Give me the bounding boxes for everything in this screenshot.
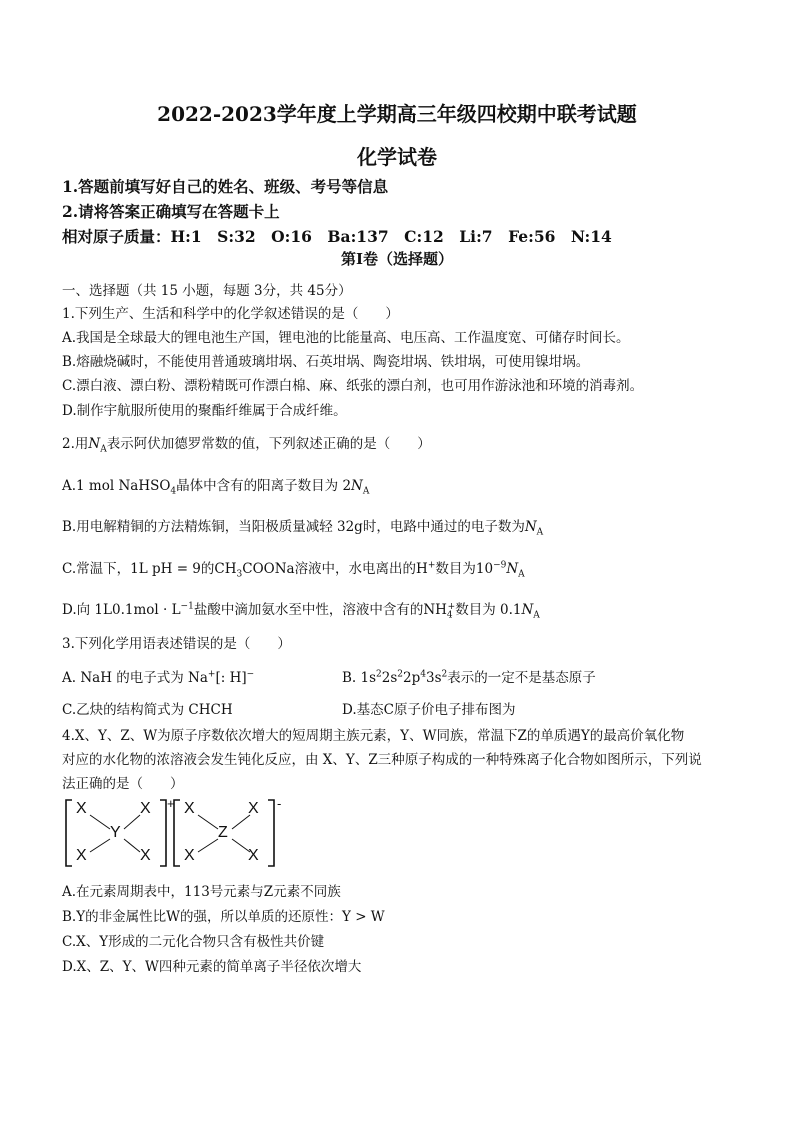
bond (124, 839, 140, 852)
bond (198, 815, 218, 829)
atom-x: X (140, 800, 151, 817)
q1-option-b: B.熔融烧碱时，不能使用普通玻璃坩埚、石英坩埚、陶瓷坩埚、铁坩埚，可使用镍坩埚。 (62, 354, 590, 370)
section-intro: 一、选择题（共 15 小题，每题 3分，共 45分） (62, 283, 352, 299)
bond (90, 815, 110, 829)
bond (124, 815, 140, 829)
q1-option-d: D.制作宇航服所使用的聚酯纤维属于合成纤维。 (62, 403, 347, 419)
q1-stem: 1.下列生产、生活和科学中的化学叙述错误的是（ ） (62, 306, 399, 322)
cation-left-bracket (66, 800, 72, 866)
q2-option-d: D.向 $1L0.1mol \cdot L^{-1}$盐酸中滴加氨水至中性，溶液中含有的$NH_4^+$数目为 $0.1N_A$ (62, 601, 540, 621)
atom-x: X (184, 847, 195, 864)
instruction-2: 2.请将答案正确填写在答题卡上 (62, 202, 280, 221)
q2-stem: 2.用$N_A$表示阿伏加德罗常数的值，下列叙述正确的是（ ） (62, 436, 431, 455)
bond (90, 839, 110, 852)
atom-y: Y (110, 824, 121, 841)
q4-option-c: C.X、Y形成的二元化合物只含有极性共价键 (62, 934, 325, 950)
atom-z: Z (218, 824, 228, 841)
atomic-masses: 相对原子质量：H:1 S:32 O:16 Ba:137 C:12 Li:7 Fe:56 N:14 (62, 227, 612, 246)
q2-option-b: B.用电解精铜的方法精炼铜，当阳极质量减轻 32g时，电路中通过的电子数为$N_A$ (62, 519, 544, 538)
atom-x: X (248, 847, 259, 864)
anion-left-bracket (174, 800, 180, 866)
atom-x: X (248, 800, 259, 817)
cation-charge: + (167, 796, 175, 811)
structure-diagram (62, 796, 302, 870)
section-title: 第I卷（选择题） (340, 250, 454, 268)
q1-option-a: A.我国是全球最大的锂电池生产国，锂电池的比能量高、电压高、工作温度宽、可储存时间长。 (62, 330, 630, 346)
instruction-1: 1.答题前填写好自己的姓名、班级、考号等信息 (62, 177, 389, 196)
ionic-compound-structure (62, 796, 302, 870)
atom-x: X (140, 847, 151, 864)
paper-subtitle: 化学试卷 (357, 145, 437, 169)
q3-option-b: B. $1s^22s^22p^43s^2$表示的一定不是基态原子 (342, 669, 596, 686)
atom-x: X (76, 847, 87, 864)
anion-charge: - (277, 796, 282, 811)
q4-stem-line3: 法正确的是（ ） (62, 776, 184, 792)
exam-title: 2022-2023学年度上学期高三年级四校期中联考试题 (157, 102, 637, 126)
atom-x: X (184, 800, 195, 817)
q2-option-a: A.1 mol NaHSO$_4$晶体中含有的阳离子数目为 $2N_A$ (62, 478, 370, 497)
q1-option-c: C.漂白液、漂白粉、漂粉精既可作漂白棉、麻、纸张的漂白剂，也可用作游泳池和环境的消毒剂。 (62, 378, 644, 394)
q3-option-c: C.乙炔的结构简式为 CHCH (62, 702, 233, 718)
cation-right-bracket (160, 800, 166, 866)
q4-stem-line2: 对应的水化物的浓溶液会发生钝化反应，由 X、Y、Z三种原子构成的一种特殊离子化合物如图所示，下列说 (62, 752, 702, 768)
q4-option-a: A.在元素周期表中，113号元素与Z元素不同族 (62, 884, 341, 900)
bond (198, 839, 218, 852)
q4-option-b: B.Y的非金属性比W的强，所以单质的还原性：Y > W (62, 909, 385, 925)
q2-option-c: C.常温下，1L pH = 9的$CH_3COONa$溶液中，水电离出的H+数目为$10^{-9}N_A$ (62, 560, 525, 580)
q3-option-a: A. NaH 的电子式为 Na+[: H]− (62, 669, 255, 686)
q3-stem: 3.下列化学用语表述错误的是（ ） (62, 636, 291, 652)
atom-x: X (76, 800, 87, 817)
q3-option-d: D.基态C原子价电子排布图为 (342, 702, 516, 718)
anion-right-bracket (268, 800, 274, 866)
q4-stem-line1: 4.X、Y、Z、W为原子序数依次增大的短周期主族元素，Y、W同族，常温下Z的单质遇Y的最高价氧化物 (62, 728, 685, 744)
q4-option-d: D.X、Z、Y、W四种元素的简单离子半径依次增大 (62, 959, 362, 975)
